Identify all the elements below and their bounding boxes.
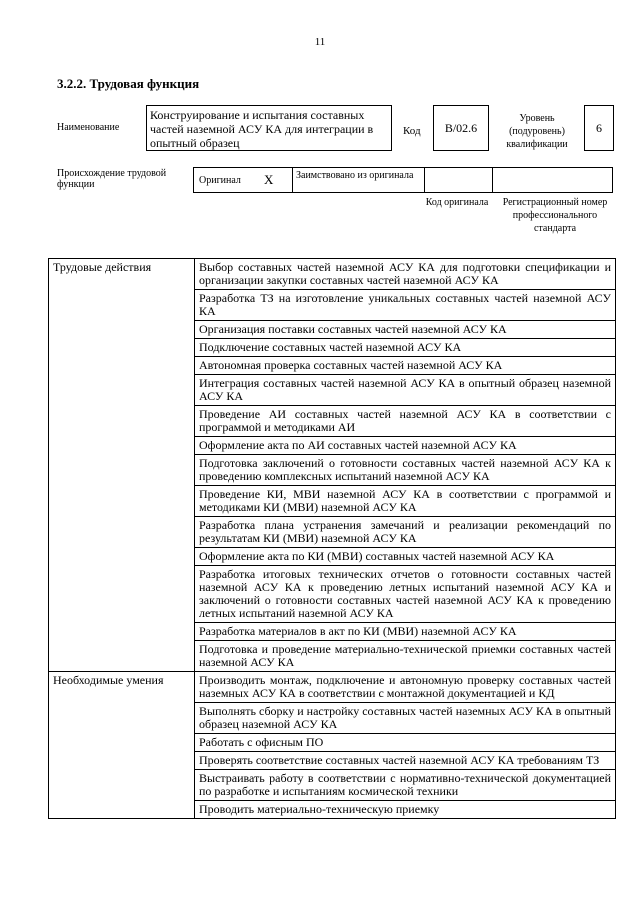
original-code-caption: Код оригинала bbox=[425, 197, 489, 208]
description-cell: Разработка материалов в акт по КИ (МВИ) наземной АСУ КА bbox=[195, 623, 616, 641]
original-code-cell bbox=[424, 168, 492, 192]
description-cell: Разработка ТЗ на изготовление уникальных составных частей наземной АСУ КА bbox=[195, 290, 616, 321]
borrowed-cell: Заимствовано из оригинала bbox=[292, 168, 424, 192]
section-title: 3.2.2. Трудовая функция bbox=[57, 76, 200, 91]
description-cell: Подключение составных частей наземной АСУ КА bbox=[195, 339, 616, 357]
table-row bbox=[49, 259, 616, 290]
description-cell: Производить монтаж, подключение и автономную проверку составных частей наземных АСУ КА в соответствии с монтажной документацией и КД bbox=[195, 672, 616, 703]
description-cell: Проведение КИ, МВИ наземной АСУ КА в соответствии с программой и методиками КИ (МВИ) наземной АСУ КА bbox=[195, 486, 616, 517]
description-cell: Проведение АИ составных частей наземной АСУ КА в соответствии с программой и методиками АИ bbox=[195, 406, 616, 437]
description-cell: Выполнять сборку и настройку составных частей наземных АСУ КА в опытный образец наземной АСУ КА bbox=[195, 703, 616, 734]
description-cell: Оформление акта по АИ составных частей наземной АСУ КА bbox=[195, 437, 616, 455]
functions-table bbox=[48, 258, 616, 819]
description-cell: Оформление акта по КИ (МВИ) составных частей наземной АСУ КА bbox=[195, 548, 616, 566]
original-cell bbox=[194, 168, 292, 192]
description-cell: Выбор составных частей наземной АСУ КА для подготовки спецификации и организации закупки составных частей наземной АСУ КА bbox=[195, 259, 616, 290]
description-cell: Разработка плана устранения замечаний и реализации рекомендаций по результатам КИ (МВИ) наземной АСУ КА bbox=[195, 517, 616, 548]
code-label: Код bbox=[403, 125, 421, 137]
page-number: 11 bbox=[314, 36, 326, 48]
registration-number-cell bbox=[492, 168, 614, 192]
name-label: Наименование bbox=[57, 122, 120, 133]
qualification-level-label: Уровень (подуровень) квалификации bbox=[506, 113, 568, 150]
origin-table bbox=[193, 167, 613, 193]
description-cell: Проверять соответствие составных частей наземной АСУ КА требованиям ТЗ bbox=[195, 752, 616, 770]
category-cell: Необходимые умения bbox=[49, 672, 195, 819]
description-cell: Интеграция составных частей наземной АСУ КА в опытный образец наземной АСУ КА bbox=[195, 375, 616, 406]
description-cell: Организация поставки составных частей наземной АСУ КА bbox=[195, 321, 616, 339]
description-cell: Подготовка и проведение материально-технической приемки составных частей наземной АСУ КА bbox=[195, 641, 616, 672]
description-cell: Разработка итоговых технических отчетов о готовности составных частей наземной АСУ КА к проведению летных испытаний наземной АСУ КА и заключений о готовности составных частей наземной АСУ КА к проведению летных испытаний наземной АСУ КА bbox=[195, 566, 616, 623]
original-mark: X bbox=[264, 172, 274, 187]
table-row bbox=[49, 672, 616, 703]
description-cell: Подготовка заключений о готовности составных частей наземной АСУ КА к проведению комплексных испытаний наземной АСУ КА bbox=[195, 455, 616, 486]
description-cell: Работать с офисным ПО bbox=[195, 734, 616, 752]
qualification-level-box: 6 bbox=[584, 105, 614, 151]
registration-number-caption: Регистрационный номер профессионального стандарта bbox=[502, 197, 608, 234]
original-label: Оригинал bbox=[199, 174, 241, 186]
code-value-box: В/02.6 bbox=[433, 105, 489, 151]
description-cell: Проводить материально-техническую приемку bbox=[195, 801, 616, 819]
description-cell: Автономная проверка составных частей наземной АСУ КА bbox=[195, 357, 616, 375]
description-cell: Выстраивать работу в соответствии с нормативно-технической документацией по разработке и испытаниям космической техники bbox=[195, 770, 616, 801]
origin-label: Происхождение трудовой функции bbox=[57, 168, 167, 190]
category-cell: Трудовые действия bbox=[49, 259, 195, 672]
function-name-box: Конструирование и испытания составных частей наземной АСУ КА для интеграции в опытный образец bbox=[146, 105, 392, 151]
